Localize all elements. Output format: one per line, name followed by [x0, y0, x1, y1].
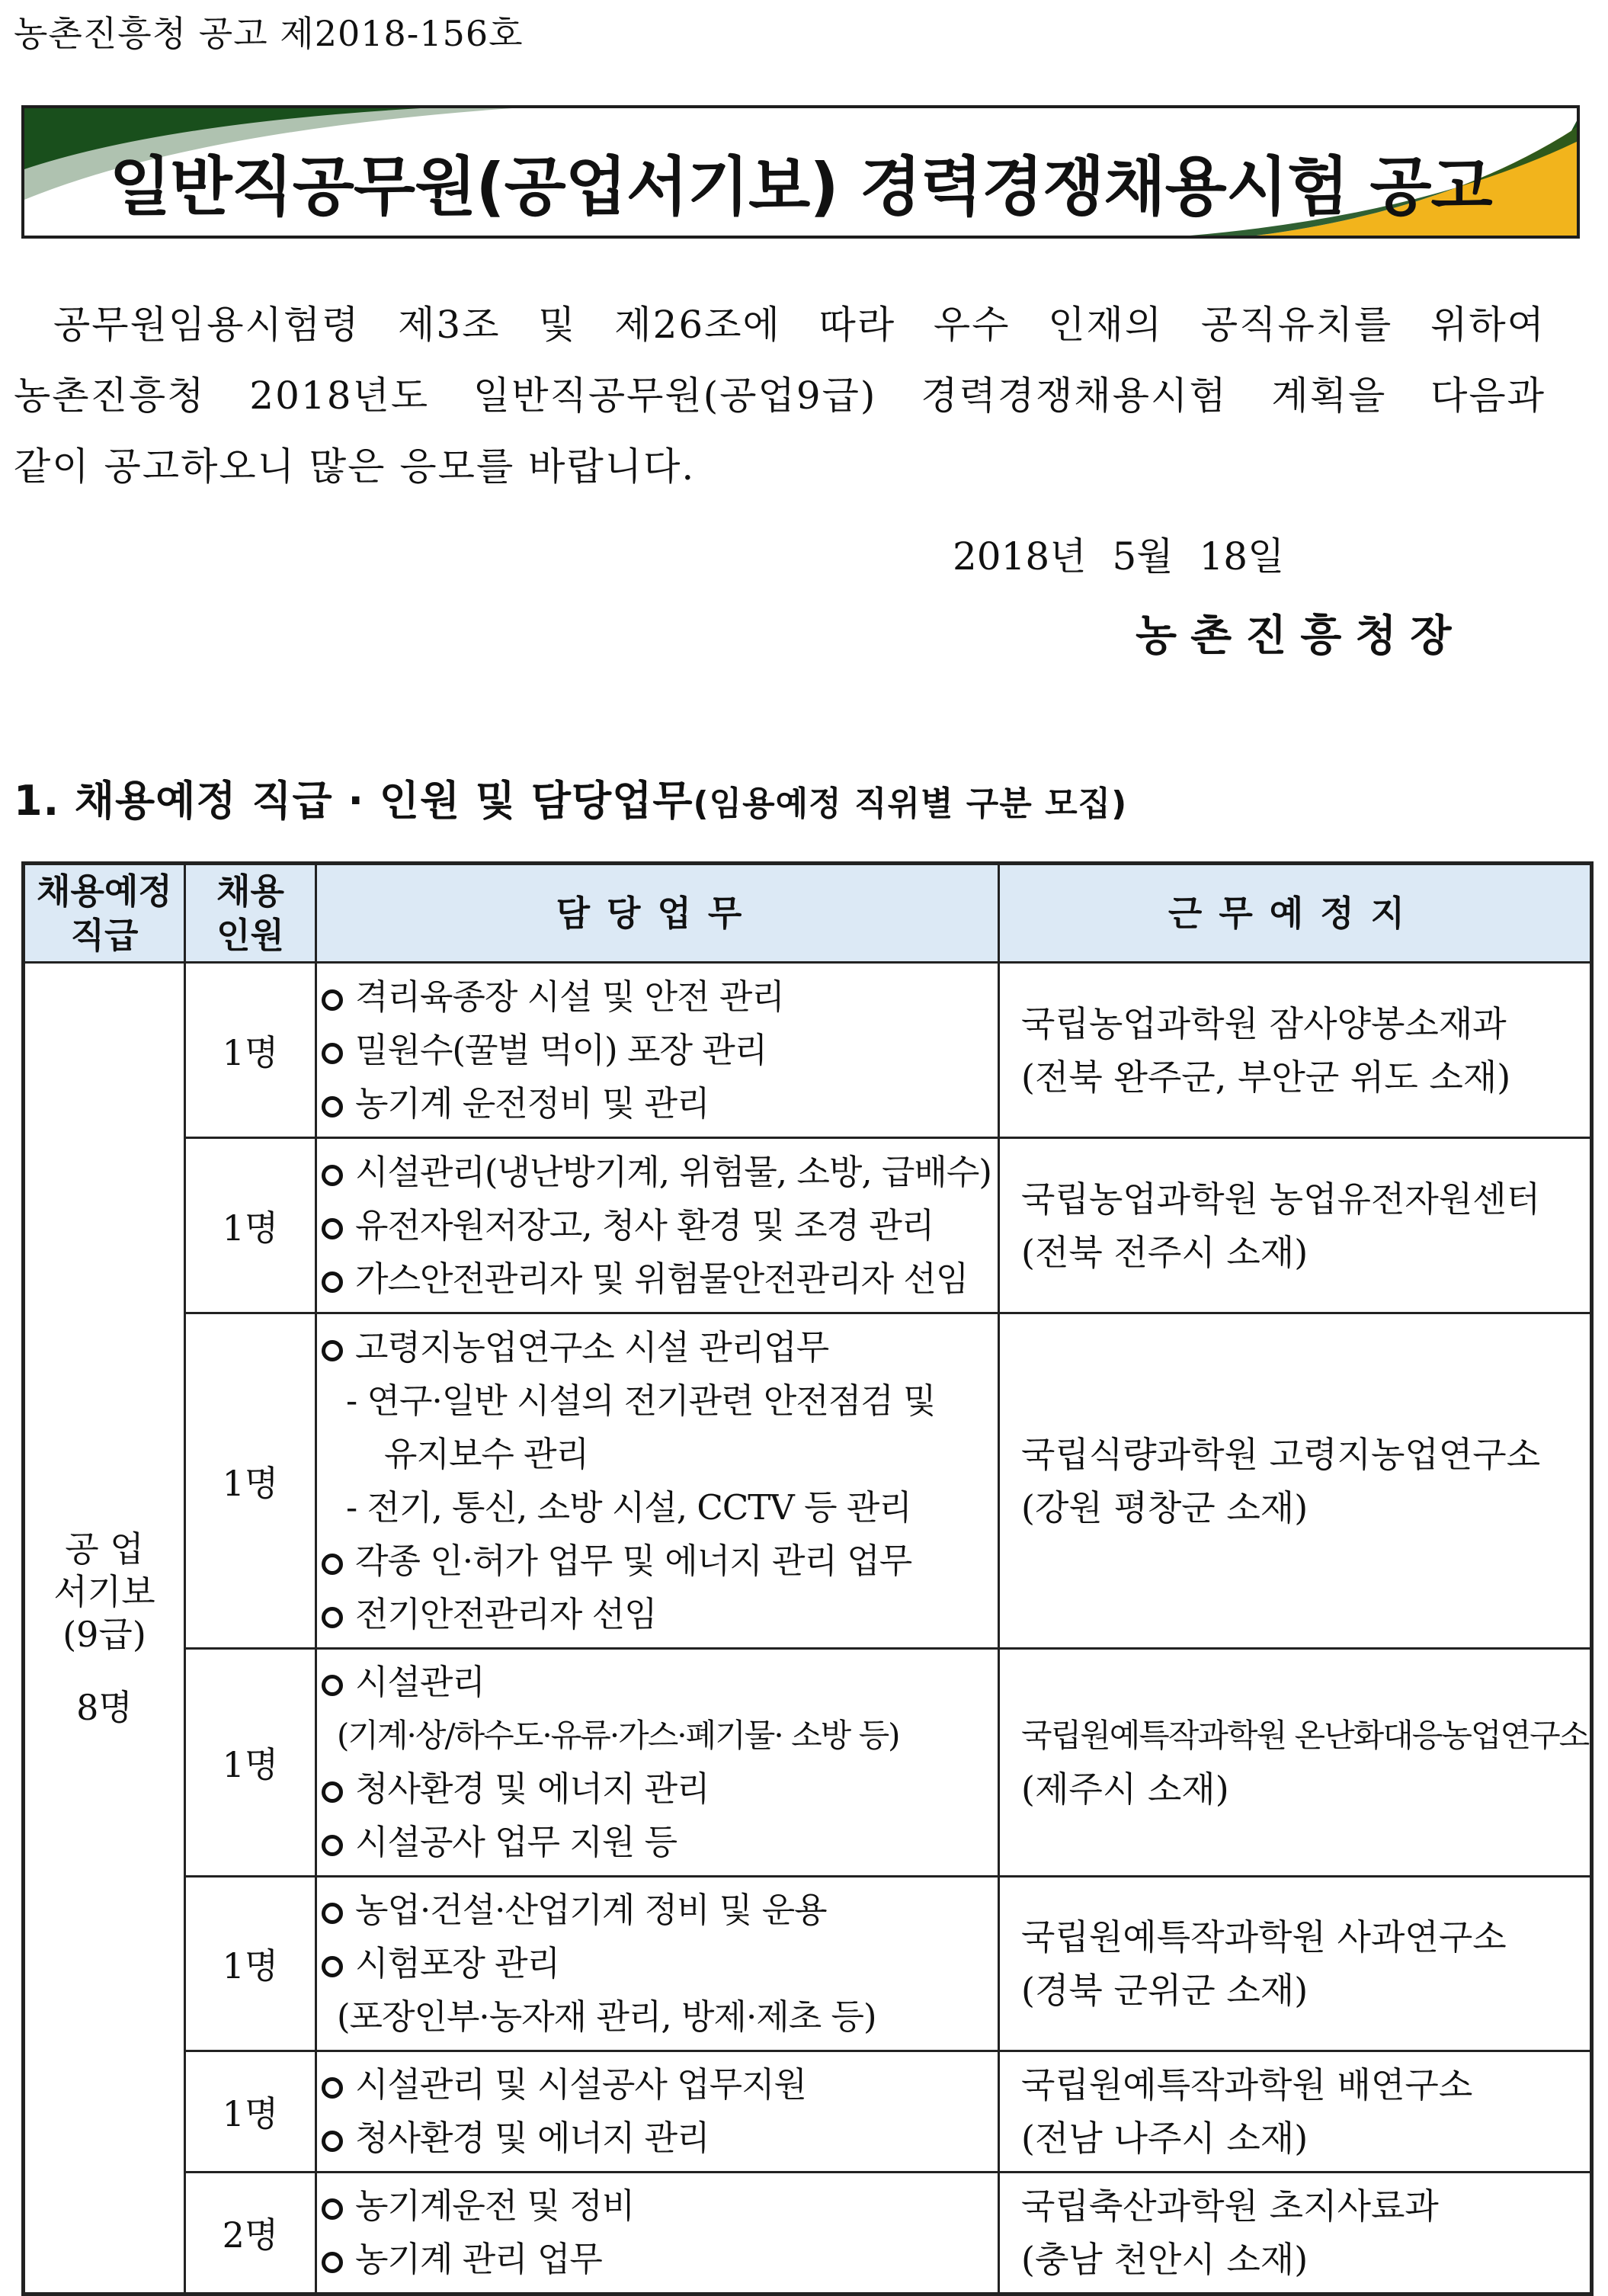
- duty-subitem: (기계·상/하수도·유류·가스·폐기물· 소방 등): [337, 1717, 899, 1754]
- duty-item: 유전자원저장고, 청사 환경 및 조경 관리: [322, 1199, 993, 1252]
- issuer-name: 농촌진흥청장: [1136, 611, 1465, 661]
- duty-item: 시설관리 및 시설공사 업무지원: [322, 2058, 993, 2112]
- duty-item: 농기계 관리 업무: [322, 2233, 993, 2286]
- section-subtitle: (임용예정 직위별 구분 모집): [693, 784, 1128, 823]
- intro-paragraph: [14, 290, 1546, 502]
- row-duties: [316, 2051, 999, 2173]
- location-address: (충남 천안시 소재): [1021, 2239, 1309, 2280]
- table-row: [24, 1138, 1592, 1313]
- duty-subitem: - 연구·일반 시설의 전기관련 안전점검 및: [346, 1380, 936, 1421]
- grade-line1: 공 업: [65, 1528, 144, 1570]
- duty-item: 고령지농업연구소 시설 관리업무: [322, 1321, 993, 1374]
- header-location: 근무예정지: [999, 864, 1592, 963]
- duty-item: 농기계운전 및 정비: [322, 2179, 993, 2233]
- circle-bullet-icon: [322, 1043, 343, 1064]
- row-count: 1명: [185, 1313, 316, 1649]
- duty-item: 농업·건설·산업기계 정비 및 운용: [322, 1884, 993, 1937]
- circle-bullet-icon: [322, 1781, 343, 1803]
- row-count: 1명: [185, 963, 316, 1138]
- recruitment-table: [21, 861, 1594, 2296]
- location-address: (강원 평창군 소재): [1021, 1486, 1309, 1528]
- notice-number: 농촌진흥청 공고 제2018-156호: [14, 13, 524, 54]
- notice-date: 2018년 5월 18일: [953, 534, 1285, 579]
- table-row: [24, 963, 1592, 1138]
- duty-item: 각종 인·허가 업무 및 에너지 관리 업무: [322, 1534, 993, 1588]
- duty-item: 시설관리(냉난방기계, 위험물, 소방, 급배수): [322, 1146, 993, 1199]
- intro-line-1: 공무원임용시험령 제3조 및 제26조에 따라 우수 인재의 공직유치를 위하여: [53, 303, 1546, 347]
- duty-subitem: (포장인부·농자재 관리, 방제·제초 등): [337, 1996, 876, 2037]
- duty-subitem: - 전기, 통신, 소방 시설, CCTV 등 관리: [346, 1486, 911, 1528]
- location-address: (경북 군위군 소재): [1021, 1970, 1309, 2011]
- duty-item: 격리육종장 시설 및 안전 관리: [322, 970, 993, 1024]
- grade-total: 8명: [76, 1686, 133, 1728]
- table-row: [24, 2051, 1592, 2173]
- duty-item: 전기안전관리자 선임: [322, 1588, 993, 1641]
- circle-bullet-icon: [322, 2198, 343, 2220]
- table-row: [24, 1313, 1592, 1649]
- circle-bullet-icon: [322, 2131, 343, 2152]
- circle-bullet-icon: [322, 1218, 343, 1239]
- location-name: 국립원예특작과학원 온난화대응농업연구소: [1021, 1717, 1589, 1754]
- location-name: 국립축산과학원 초지사료과: [1021, 2185, 1439, 2227]
- header-count-line1: 채용: [216, 871, 284, 912]
- row-location: [999, 1877, 1592, 2051]
- location-name: 국립농업과학원 잠사양봉소재과: [1021, 1002, 1507, 1044]
- circle-bullet-icon: [322, 1675, 343, 1696]
- row-duties: [316, 1649, 999, 1877]
- circle-bullet-icon: [322, 1096, 343, 1118]
- row-duties: [316, 1313, 999, 1649]
- circle-bullet-icon: [322, 1340, 343, 1361]
- grade-line2: 서기보: [53, 1570, 155, 1612]
- circle-bullet-icon: [322, 1554, 343, 1575]
- row-location: [999, 1313, 1592, 1649]
- header-duties: 담당업무: [316, 864, 999, 963]
- duty-item: 시설공사 업무 지원 등: [322, 1816, 993, 1869]
- header-count-line2: 인원: [216, 915, 284, 956]
- row-location: [999, 1138, 1592, 1313]
- duty-item: 가스안전관리자 및 위험물안전관리자 선임: [322, 1252, 993, 1306]
- duty-subitem: 유지보수 관리: [384, 1433, 589, 1474]
- location-address: (제주시 소재): [1021, 1768, 1229, 1810]
- table-row: [24, 1649, 1592, 1877]
- row-count: 2명: [185, 2173, 316, 2294]
- row-duties: [316, 1138, 999, 1313]
- section-title: 1. 채용예정 직급 · 인원 및 담당업무: [14, 777, 693, 825]
- intro-line-3: 같이 공고하오니 많은 응모를 바랍니다.: [14, 444, 696, 489]
- circle-bullet-icon: [322, 2252, 343, 2273]
- row-location: [999, 963, 1592, 1138]
- grade-line3: (9급): [62, 1613, 146, 1655]
- row-count: 1명: [185, 2051, 316, 2173]
- location-address: (전남 나주시 소재): [1021, 2118, 1309, 2159]
- circle-bullet-icon: [322, 989, 343, 1011]
- duty-item: 청사환경 및 에너지 관리: [322, 2112, 993, 2165]
- circle-bullet-icon: [322, 2077, 343, 2099]
- circle-bullet-icon: [322, 1607, 343, 1628]
- circle-bullet-icon: [322, 1165, 343, 1186]
- location-name: 국립식량과학원 고령지농업연구소: [1021, 1433, 1541, 1475]
- row-count: 1명: [185, 1649, 316, 1877]
- title-banner: [21, 105, 1580, 239]
- duty-item: 청사환경 및 에너지 관리: [322, 1762, 993, 1816]
- location-address: (전북 완주군, 부안군 위도 소재): [1021, 1056, 1511, 1098]
- location-name: 국립농업과학원 농업유전자원센터: [1021, 1178, 1541, 1220]
- header-grade-line1: 채용예정: [37, 871, 172, 912]
- location-address: (전북 전주시 소재): [1021, 1231, 1309, 1273]
- header-grade-line2: 직급: [70, 915, 139, 956]
- section-heading: [14, 768, 1127, 827]
- row-location: [999, 2051, 1592, 2173]
- row-location: [999, 1649, 1592, 1877]
- header-grade: [24, 864, 185, 963]
- circle-bullet-icon: [322, 1271, 343, 1293]
- row-count: 1명: [185, 1877, 316, 2051]
- header-count: [185, 864, 316, 963]
- banner-title: 일반직공무원(공업서기보) 경력경쟁채용시험 공고: [109, 149, 1492, 224]
- circle-bullet-icon: [322, 1835, 343, 1856]
- row-duties: [316, 963, 999, 1138]
- intro-line-2: 농촌진흥청 2018년도 일반직공무원(공업9급) 경력경쟁채용시험 계획을 다음과: [14, 374, 1546, 418]
- duty-item: 시설관리: [322, 1656, 993, 1709]
- circle-bullet-icon: [322, 1956, 343, 1977]
- row-duties: [316, 1877, 999, 2051]
- location-name: 국립원예특작과학원 배연구소: [1021, 2064, 1473, 2105]
- grade-cell: [24, 963, 185, 2294]
- duty-item: 시험포장 관리: [322, 1937, 993, 1990]
- circle-bullet-icon: [322, 1903, 343, 1924]
- duty-item: 농기계 운전정비 및 관리: [322, 1077, 993, 1130]
- duty-item: 밀원수(꿀벌 먹이) 포장 관리: [322, 1024, 993, 1077]
- row-count: 1명: [185, 1138, 316, 1313]
- table-row: [24, 1877, 1592, 2051]
- location-name: 국립원예특작과학원 사과연구소: [1021, 1916, 1507, 1958]
- table-header-row: [24, 864, 1592, 963]
